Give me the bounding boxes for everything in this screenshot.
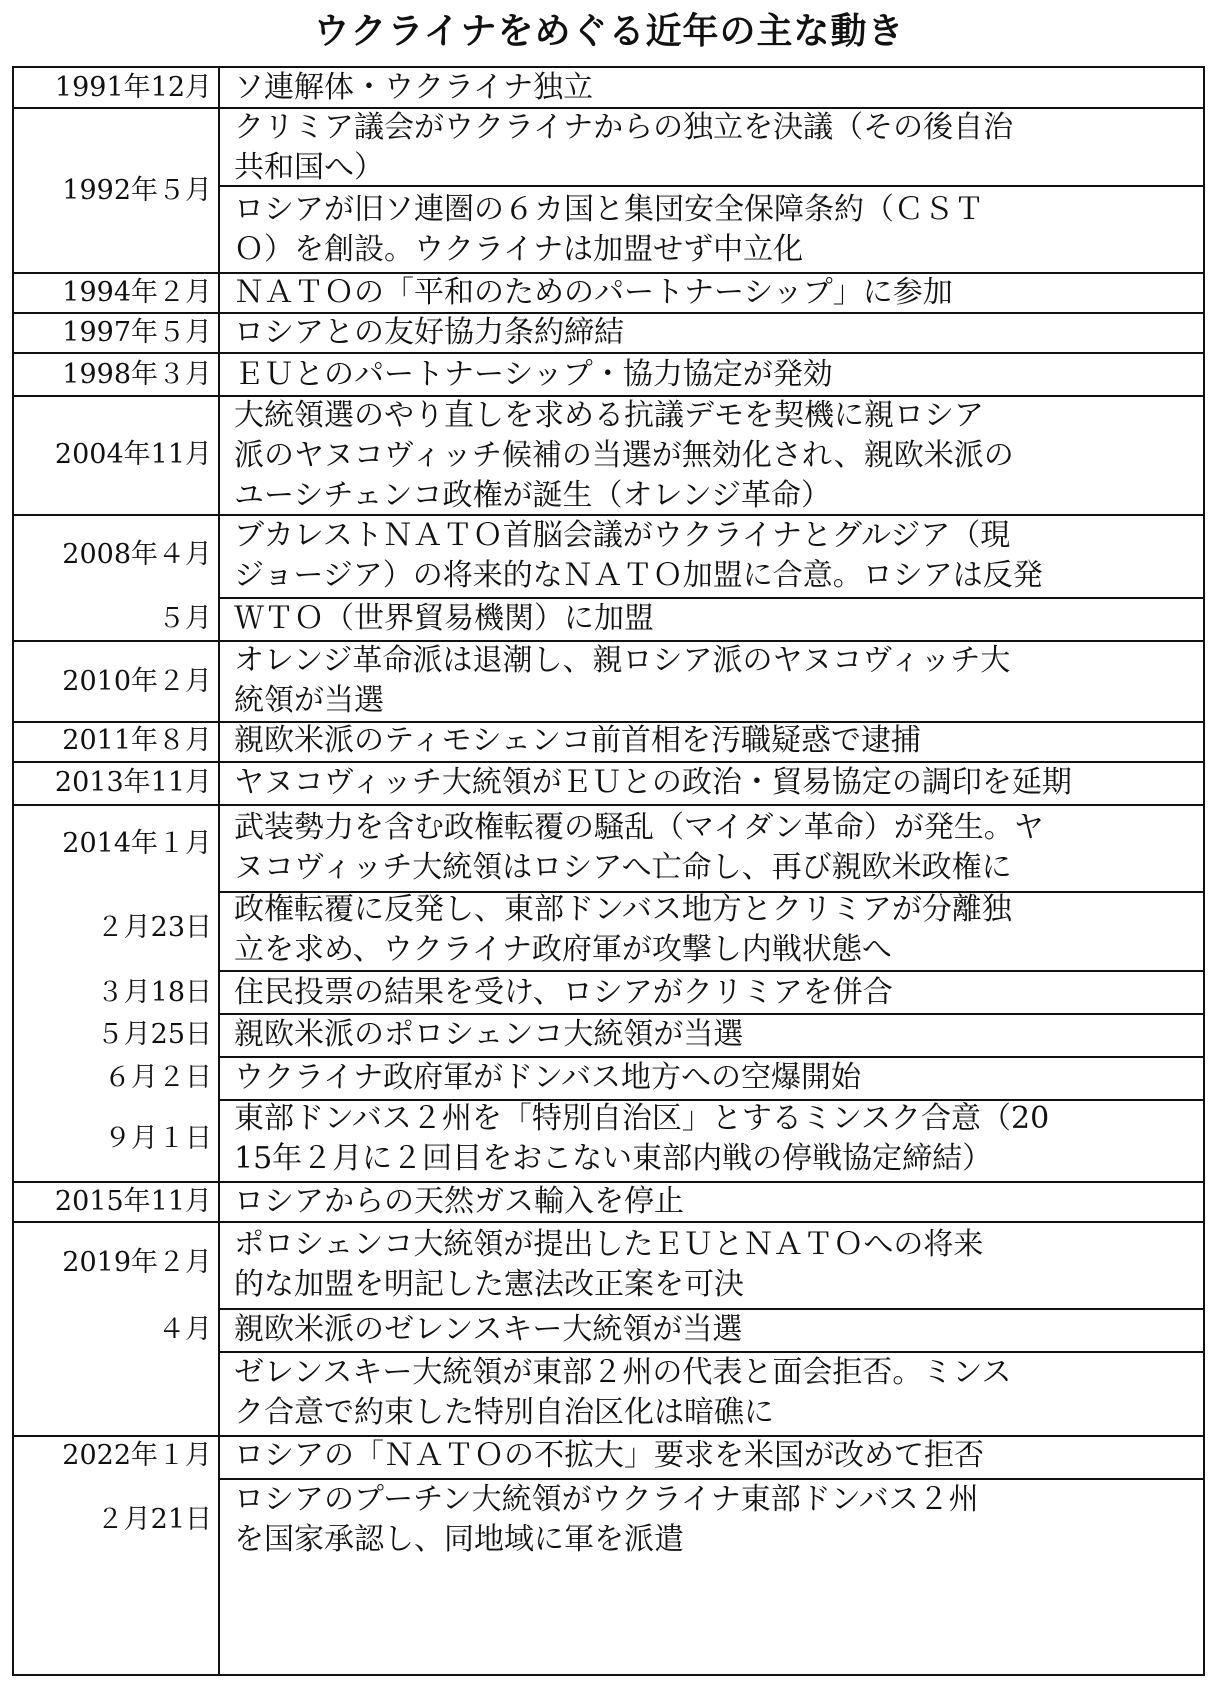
date-cell: 2008年４月 bbox=[62, 539, 212, 570]
date-cell: 2019年２月 bbox=[62, 1247, 212, 1278]
event-line: 住民投票の結果を受け、ロシアがクリミアを併合 bbox=[234, 975, 893, 1010]
event-cell bbox=[234, 68, 1199, 108]
event-cell bbox=[234, 890, 1199, 970]
event-cell bbox=[234, 108, 1199, 188]
date-cell: ５月25日 bbox=[96, 1019, 212, 1050]
row-divider bbox=[218, 970, 1203, 972]
event-line: オレンジ革命派は退潮し、親ロシア派のヤヌコヴィッチ大 bbox=[234, 643, 1011, 678]
date-cell: ５月 bbox=[158, 603, 212, 634]
event-cell bbox=[234, 355, 1199, 395]
date-cell: 2015年11月 bbox=[54, 1186, 212, 1217]
event-line: 武装勢力を含む政権転覆の騒乱（マイダン革命）が発生。ヤ bbox=[234, 810, 1044, 845]
event-line: ウクライナ政府軍がドンバス地方への空爆開始 bbox=[234, 1060, 861, 1095]
event-line: 立を求め、ウクライナ政府軍が攻撃し内戦状態へ bbox=[234, 932, 892, 967]
event-cell bbox=[234, 721, 1199, 761]
event-cell bbox=[234, 273, 1199, 313]
date-cell: ２月21日 bbox=[96, 1504, 212, 1535]
event-line: ロシアが旧ソ連圏の６カ国と集団安全保障条約（ＣＳＴ bbox=[234, 192, 984, 227]
event-line: 統領が当選 bbox=[234, 683, 384, 718]
event-line: 的な加盟を明記した憲法改正案を可決 bbox=[234, 1267, 744, 1302]
date-cell: ９月１日 bbox=[104, 1123, 212, 1154]
event-cell bbox=[234, 1099, 1199, 1179]
event-cell bbox=[234, 1225, 1199, 1305]
event-cell bbox=[234, 1310, 1199, 1350]
timeline-table bbox=[12, 66, 1205, 1676]
event-cell bbox=[234, 1436, 1199, 1476]
event-cell bbox=[234, 1182, 1199, 1222]
event-line: 派のヤヌコヴィッチ候補の当選が無効化され、親欧米派の bbox=[234, 438, 1014, 473]
date-cell: ２月23日 bbox=[96, 912, 212, 943]
date-cell: ６月２日 bbox=[104, 1062, 212, 1093]
date-cell: 1992年５月 bbox=[62, 175, 212, 206]
date-cell: 1998年３月 bbox=[62, 359, 212, 390]
event-line: ヌコヴィッチ大統領はロシアへ亡命し、再び親欧米政権に bbox=[234, 850, 1012, 885]
event-line: 親欧米派のティモシェンコ前首相を汚職疑惑で逮捕 bbox=[234, 723, 921, 758]
column-divider bbox=[218, 68, 220, 1674]
event-cell bbox=[234, 313, 1199, 353]
event-cell bbox=[234, 763, 1199, 803]
event-line: 15年２月に２回目をおこない東部内戦の停戦協定締結） bbox=[234, 1141, 993, 1176]
date-cell: 1994年２月 bbox=[62, 277, 212, 308]
event-line: ポロシェンコ大統領が提出したＥＵとＮＡＴＯへの将来 bbox=[234, 1227, 984, 1262]
event-line: ロシアとの友好協力条約締結 bbox=[234, 315, 624, 350]
event-cell bbox=[234, 641, 1199, 721]
event-cell bbox=[234, 808, 1199, 888]
date-cell: 2011年８月 bbox=[62, 725, 212, 756]
event-line: ソ連解体・ウクライナ独立 bbox=[234, 70, 594, 105]
event-cell bbox=[234, 599, 1199, 639]
event-line: ＮＡＴＯの「平和のためのパートナーシップ」に参加 bbox=[234, 275, 953, 310]
event-line: ＥＵとのパートナーシップ・協力協定が発効 bbox=[234, 357, 833, 392]
event-line: を国家承認し、同地域に軍を派遣 bbox=[234, 1522, 684, 1557]
date-cell: 2013年11月 bbox=[54, 767, 212, 798]
event-line: ゼレンスキー大統領が東部２州の代表と面会拒否。ミンス bbox=[234, 1355, 1012, 1390]
date-cell: 1991年12月 bbox=[54, 72, 212, 103]
event-line: ロシアからの天然ガス輸入を停止 bbox=[234, 1184, 684, 1219]
event-line: ＷＴＯ（世界貿易機関）に加盟 bbox=[234, 601, 654, 636]
event-line: ユーシチェンコ政権が誕生（オレンジ革命） bbox=[234, 478, 831, 513]
date-cell: 2022年１月 bbox=[62, 1440, 212, 1471]
event-line: 共和国へ） bbox=[234, 150, 384, 185]
event-line: ク合意で約束した特別自治区化は暗礁に bbox=[234, 1395, 774, 1430]
event-line: 親欧米派のポロシェンコ大統領が当選 bbox=[234, 1017, 744, 1052]
event-line: 大統領選のやり直しを求める抗議デモを契機に親ロシア bbox=[234, 398, 984, 433]
event-line: 政権転覆に反発し、東部ドンバス地方とクリミアが分離独 bbox=[234, 892, 1012, 927]
event-cell bbox=[234, 516, 1199, 596]
date-cell: 2014年１月 bbox=[62, 828, 212, 859]
event-cell bbox=[234, 973, 1199, 1013]
event-cell bbox=[234, 1058, 1199, 1098]
event-line: ヤヌコヴィッチ大統領がＥＵとの政治・貿易協定の調印を延期 bbox=[234, 765, 1072, 800]
date-cell: 1997年５月 bbox=[62, 317, 212, 348]
date-cell: 2010年２月 bbox=[62, 666, 212, 697]
date-cell: 2004年11月 bbox=[54, 439, 212, 470]
event-cell bbox=[234, 1480, 1199, 1560]
page-title: ウクライナをめぐる近年の主な動き bbox=[313, 11, 905, 52]
event-cell bbox=[234, 396, 1199, 516]
date-cell: ３月18日 bbox=[96, 977, 212, 1008]
event-line: ロシアの「ＮＡＴＯの不拡大」要求を米国が改めて拒否 bbox=[234, 1438, 984, 1473]
event-cell bbox=[234, 1353, 1199, 1433]
event-line: Ｏ）を創設。ウクライナは加盟せず中立化 bbox=[234, 232, 804, 267]
event-line: ジョージア）の将来的なＮＡＴＯ加盟に合意。ロシアは反発 bbox=[234, 558, 1043, 593]
event-line: 東部ドンバス２州を「特別自治区」とするミンスク合意（20 bbox=[234, 1101, 1050, 1136]
event-cell bbox=[234, 1015, 1199, 1055]
event-line: 親欧米派のゼレンスキー大統領が当選 bbox=[234, 1312, 743, 1347]
row-divider bbox=[14, 804, 1203, 806]
date-cell: ４月 bbox=[158, 1314, 212, 1345]
event-line: クリミア議会がウクライナからの独立を決議（その後自治 bbox=[234, 110, 1014, 145]
event-line: ロシアのプーチン大統領がウクライナ東部ドンバス２州 bbox=[234, 1482, 979, 1517]
event-line: ブカレストＮＡＴＯ首脳会議がウクライナとグルジア（現 bbox=[234, 518, 1011, 553]
event-cell bbox=[234, 190, 1199, 270]
